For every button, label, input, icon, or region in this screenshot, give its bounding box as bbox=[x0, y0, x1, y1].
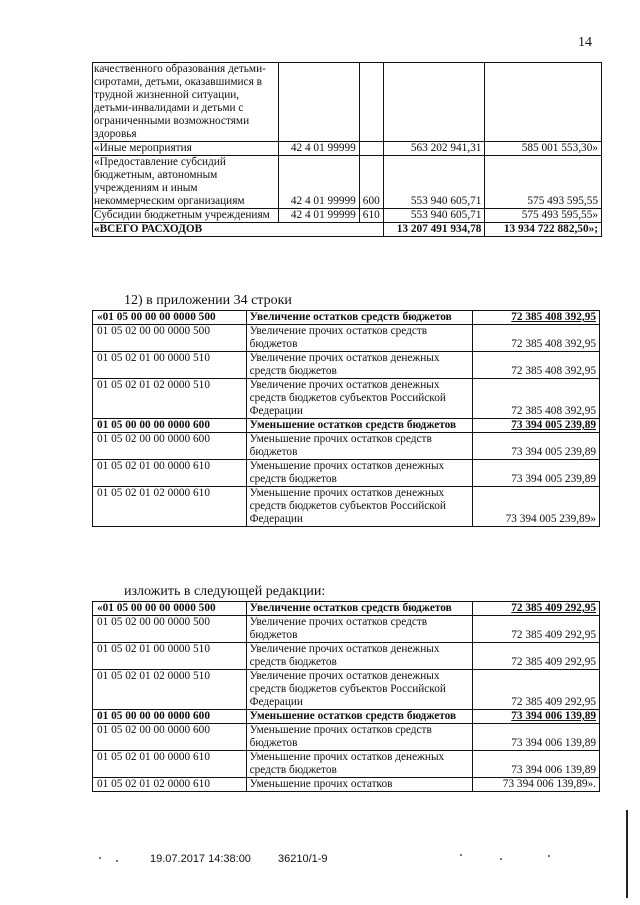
table-row bbox=[93, 710, 600, 724]
cell-c2: 42 4 01 99999 bbox=[279, 209, 360, 223]
row-value: 73 394 006 139,89 bbox=[473, 751, 600, 778]
table-row bbox=[93, 419, 600, 433]
table-row bbox=[93, 643, 600, 670]
budget-code: 01 05 00 00 00 0000 600 bbox=[93, 710, 247, 724]
row-name: Увеличение остатков средств бюджетов bbox=[246, 311, 473, 325]
row-name: Увеличение прочих остатков средств бюджетов bbox=[246, 616, 473, 643]
row-value: 73 394 005 239,89 bbox=[473, 433, 600, 460]
table-row bbox=[93, 724, 600, 751]
table-row bbox=[93, 670, 600, 710]
row-value: 72 385 409 292,95 bbox=[473, 616, 600, 643]
cell-c3 bbox=[359, 142, 383, 156]
row-name: Уменьшение прочих остатков денежных средств бюджетов bbox=[246, 460, 473, 487]
budget-code: 01 05 02 00 00 0000 600 bbox=[93, 433, 247, 460]
expenses-table-body bbox=[93, 63, 602, 237]
row-value: 72 385 408 392,95 bbox=[473, 325, 600, 352]
cell-c5: 575 493 595,55» bbox=[485, 209, 602, 223]
row-value: 72 385 409 292,95 bbox=[473, 602, 600, 616]
expenses-table bbox=[92, 62, 602, 237]
row-name: Уменьшение остатков средств бюджетов bbox=[246, 710, 473, 724]
total-row bbox=[93, 223, 602, 237]
budget-code: 01 05 02 00 00 0000 600 bbox=[93, 724, 247, 751]
row-name: Увеличение прочих остатков денежных средств бюджетов bbox=[246, 352, 473, 379]
table-row bbox=[93, 433, 600, 460]
row-value: 73 394 006 139,89 bbox=[473, 710, 600, 724]
table-row bbox=[93, 352, 600, 379]
table-row bbox=[93, 156, 602, 209]
table-row bbox=[93, 379, 600, 419]
row-name: Увеличение прочих остатков денежных средств бюджетов субъектов Российской Федерации bbox=[246, 670, 473, 710]
row-name: Увеличение прочих остатков средств бюджетов bbox=[246, 325, 473, 352]
cell-c1: Субсидии бюджетным учреждениям bbox=[93, 209, 279, 223]
table-row bbox=[93, 487, 600, 527]
table-row bbox=[93, 778, 600, 792]
footer-datetime: 19.07.2017 14:38:00 bbox=[150, 853, 251, 865]
budget-code: 01 05 02 01 02 0000 510 bbox=[93, 670, 247, 710]
row-name: Уменьшение прочих остатков денежных средств бюджетов bbox=[246, 751, 473, 778]
budget-code: 01 05 02 01 00 0000 610 bbox=[93, 751, 247, 778]
row-name: Уменьшение прочих остатков денежных средств бюджетов субъектов Российской Федерации bbox=[246, 487, 473, 527]
row-value: 72 385 408 392,95 bbox=[473, 311, 600, 325]
scan-speck bbox=[500, 858, 502, 860]
table-row bbox=[93, 311, 600, 325]
row-value: 73 394 006 139,89 bbox=[473, 724, 600, 751]
cell-c1: «Иные мероприятия bbox=[93, 142, 279, 156]
budget-code: «01 05 00 00 00 0000 500 bbox=[93, 602, 247, 616]
row-value: 72 385 409 292,95 bbox=[473, 643, 600, 670]
budget-code: 01 05 02 01 02 0000 510 bbox=[93, 379, 247, 419]
cell-c3: 600 bbox=[359, 156, 383, 209]
table-row bbox=[93, 209, 602, 223]
appendix-34-old-table bbox=[92, 310, 600, 527]
budget-code: 01 05 00 00 00 0000 600 bbox=[93, 419, 247, 433]
cell-c4: 553 940 605,71 bbox=[383, 209, 485, 223]
table-row bbox=[93, 142, 602, 156]
appendix-34-new-table-body bbox=[93, 602, 600, 792]
row-value: 72 385 408 392,95 bbox=[473, 352, 600, 379]
appendix-34-new-table bbox=[92, 601, 600, 792]
budget-code: 01 05 02 01 00 0000 510 bbox=[93, 643, 247, 670]
cell-c5: 585 001 553,30» bbox=[485, 142, 602, 156]
cell-c5 bbox=[485, 63, 602, 142]
row-value: 73 394 006 139,89». bbox=[473, 778, 600, 792]
budget-code: 01 05 02 00 00 0000 500 bbox=[93, 616, 247, 643]
appendix-34-old-table-body bbox=[93, 311, 600, 527]
budget-code: 01 05 02 01 00 0000 610 bbox=[93, 460, 247, 487]
footer-doc-number: 36210/1-9 bbox=[278, 853, 328, 865]
cell-c3: 610 bbox=[359, 209, 383, 223]
cell-c2: 42 4 01 99999 bbox=[279, 142, 360, 156]
scan-speck bbox=[99, 857, 101, 859]
scan-speck bbox=[548, 855, 550, 857]
scan-speck bbox=[460, 854, 462, 856]
cell-c3 bbox=[359, 63, 383, 142]
table-row bbox=[93, 325, 600, 352]
scan-edge-mark bbox=[626, 810, 628, 898]
total-value-2: 13 934 722 882,50»; bbox=[485, 223, 602, 237]
row-name: Увеличение прочих остатков денежных средств бюджетов bbox=[246, 643, 473, 670]
budget-code: 01 05 02 01 02 0000 610 bbox=[93, 487, 247, 527]
item-12-line: 12) в приложении 34 строки bbox=[124, 293, 292, 308]
budget-code: 01 05 02 01 02 0000 610 bbox=[93, 778, 247, 792]
cell-c4: 553 940 605,71 bbox=[383, 156, 485, 209]
cell-c2 bbox=[279, 63, 360, 142]
scan-speck bbox=[116, 860, 118, 862]
cell-c1: «Предоставление субсидий бюджетным, автономным учреждениям и иным некоммерческим организациям bbox=[93, 156, 279, 209]
total-label: «ВСЕГО РАСХОДОВ bbox=[93, 223, 384, 237]
table-row bbox=[93, 460, 600, 487]
row-value: 73 394 005 239,89 bbox=[473, 419, 600, 433]
table-row bbox=[93, 602, 600, 616]
page-number: 14 bbox=[578, 35, 592, 50]
cell-c2: 42 4 01 99999 bbox=[279, 156, 360, 209]
new-redaction-line: изложить в следующей редакции: bbox=[124, 584, 326, 599]
cell-c4: 563 202 941,31 bbox=[383, 142, 485, 156]
row-value: 73 394 005 239,89 bbox=[473, 460, 600, 487]
budget-code: 01 05 02 01 00 0000 510 bbox=[93, 352, 247, 379]
table-row bbox=[93, 63, 602, 142]
total-value-1: 13 207 491 934,78 bbox=[383, 223, 485, 237]
row-value: 73 394 005 239,89» bbox=[473, 487, 600, 527]
row-value: 72 385 408 392,95 bbox=[473, 379, 600, 419]
row-name: Уменьшение остатков средств бюджетов bbox=[246, 419, 473, 433]
row-name: Уменьшение прочих остатков средств бюджетов bbox=[246, 433, 473, 460]
row-name: Уменьшение прочих остатков средств бюджетов bbox=[246, 724, 473, 751]
table-row bbox=[93, 751, 600, 778]
cell-c4 bbox=[383, 63, 485, 142]
row-name: Увеличение прочих остатков денежных средств бюджетов субъектов Российской Федерации bbox=[246, 379, 473, 419]
row-name: Уменьшение прочих остатков bbox=[246, 778, 473, 792]
budget-code: «01 05 00 00 00 0000 500 bbox=[93, 311, 247, 325]
row-value: 72 385 409 292,95 bbox=[473, 670, 600, 710]
table-row bbox=[93, 616, 600, 643]
budget-code: 01 05 02 00 00 0000 500 bbox=[93, 325, 247, 352]
cell-c5: 575 493 595,55 bbox=[485, 156, 602, 209]
cell-c1: качественного образования детьми-сиротами, детьми, оказавшимися в трудной жизненной ситуации, детьми-инвалидами и детьми с ограниченными возможностями здоровья bbox=[93, 63, 279, 142]
row-name: Увеличение остатков средств бюджетов bbox=[246, 602, 473, 616]
